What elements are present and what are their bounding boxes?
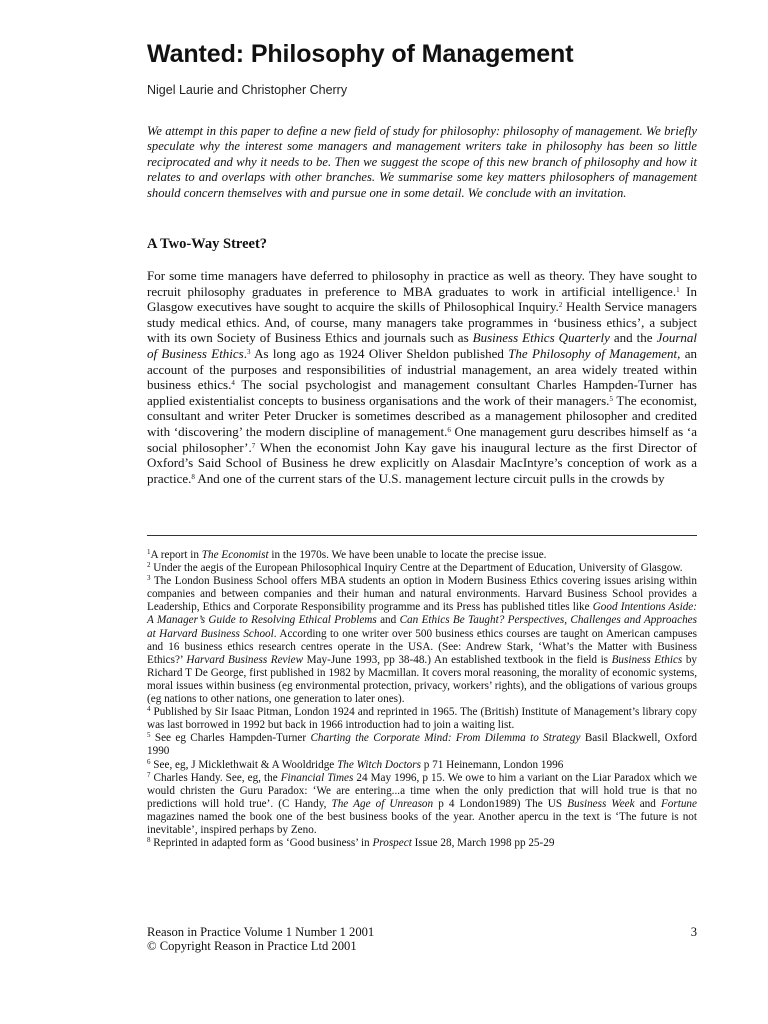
text-run: in the 1970s. We have been unable to locate the precise issue. (268, 549, 547, 561)
footnote-3 (147, 575, 697, 706)
text-run: p 4 London1989) The US (433, 797, 568, 810)
text-run: Issue 28, March 1998 pp 25-29 (411, 837, 555, 850)
text-run: As long ago as 1924 Oliver Sheldon published (250, 345, 509, 361)
footnote-4 (147, 706, 697, 732)
text-run: Published by Sir Isaac Pitman, London 1924 and reprinted in 1965. The (British) Institute of Management’s library copy was last borrowed in 1992 but back in 1966 introduction had to join a waiting list. (147, 706, 697, 732)
italic-text: Harvard Business Review (186, 653, 304, 666)
text-run: by Richard T De George, first published in 1982 by Macmillan. It covers moral reasoning, the morality of economic systems, moral issues within business (eg environmental protection, privacy, workers’ rights), and the obligations of various groups (eg nations to other nations, one generation to later ones). (147, 653, 697, 706)
text-run: One management guru describes himself as ‘a social philosopher’. (147, 423, 697, 455)
footnote-marker: 3 (247, 347, 251, 356)
footnote-marker: 7 (251, 441, 256, 450)
italic-text: The Witch Doctors (337, 758, 421, 771)
italic-text: Financial Times (280, 771, 354, 784)
footnote-marker: 1 (147, 548, 151, 556)
footnote-marker: 3 (147, 574, 151, 583)
text-run: The social psychologist and management consultant Charles Hampden-Turner has applied existentialist concepts to business organisations and the work of their managers. (147, 377, 697, 408)
text-run: Basil Blackwell, Oxford 1990 (147, 732, 697, 758)
italic-text: Prospect (372, 837, 412, 850)
italic-text: Charting the Corporate Mind: From Dilemma to Strategy (310, 732, 581, 745)
italic-text: Can Ethics Be Taught? Perspectives, Challenges and Approaches at Harvard Business School (147, 614, 697, 640)
footnotes (147, 549, 697, 850)
italic-text: Good Intentions Aside: A Manager’s Guide to Resolving Ethical Problems (147, 601, 697, 627)
text-run: Under the aegis of the European Philosophical Inquiry Centre at the Department of Education, University of Glasgow. (150, 562, 683, 575)
text-run: Health Service managers study medical ethics. And, of course, many managers take programmes in ‘business ethics’, a subject with its own Society of Business Ethics and journals such as (147, 299, 697, 346)
abstract: We attempt in this paper to define a new field of study for philosophy: philosophy of management. We briefly speculate why the interest some managers and management writers take in philosophy has been so little reciprocated and why it needs to be. Then we suggest the scope of this new branch of philosophy and how it relates to and overlaps with other branches. We summarise some key matters philosophers of management should concern themselves with and pursue one in some detail. We conclude with an invitation. (147, 124, 697, 200)
text-run: The London Business School offers MBA students an option in Modern Business Ethics covering issues arising within companies and between companies and their human and natural environments. Harvard Business School provides a Leadership, Ethics and Corporate Responsibility programme and its Press has published titles like (147, 575, 697, 614)
footnote-marker: 2 (147, 561, 151, 570)
text-run: When the economist John Kay gave his inaugural lecture as the first Director of Oxford’s Said School of Business he drew explicitly on Alasdair MacIntyre’s conception of work as a practice. (147, 439, 697, 486)
text-run: . (243, 345, 247, 361)
text-run: In Glasgow executives have sought to acquire the skills of Philosophical Inquiry. (147, 283, 697, 315)
footnote-marker: 5 (147, 731, 151, 740)
text-run: See eg Charles Hampden-Turner (150, 732, 311, 745)
footer-journal: Reason in Practice Volume 1 Number 1 2001 (147, 925, 375, 939)
footer-copyright: © Copyright Reason in Practice Ltd 2001 (147, 939, 357, 953)
italic-text: The Philosophy of Management (508, 345, 678, 361)
footnote-marker: 6 (147, 757, 151, 766)
footnote-marker: 7 (147, 770, 151, 779)
paper-title: Wanted: Philosophy of Management (147, 40, 574, 68)
page-footer (147, 925, 697, 953)
footnote-8 (147, 837, 697, 850)
footnote-6 (147, 759, 697, 772)
text-run: 24 May 1996, p 15. We owe to him a variant on the Liar Paradox which we would christen the Guru Paradox: ‘We are entering...a time when the only prediction that will hold true is that no predictions will hold true’. (C Handy, (147, 771, 697, 810)
italic-text: Business Ethics Quarterly (472, 330, 610, 346)
footnote-marker: 8 (147, 836, 151, 845)
footnote-7 (147, 772, 697, 837)
text-run: Reprinted in adapted form as ‘Good business’ in (150, 837, 373, 850)
italic-text: The Age of Unreason (331, 797, 434, 810)
footnote-marker: 1 (676, 285, 680, 294)
text-run: and (634, 797, 661, 810)
text-run: magazines named the book one of the best business books of the year. Another apercu in the text is ‘The future is not inevitable’, inspired perhaps by Zeno. (147, 810, 697, 836)
body-paragraph (147, 268, 697, 486)
footnote-marker: 6 (447, 425, 451, 434)
footnote-marker: 4 (147, 705, 151, 714)
text-run: and (376, 614, 400, 627)
text-run: . According to one writer over 500 business ethics courses are taught on American campuses and 16 business ethics research centres operate in the USA. (See: Andrew Stark, ‘What’s the Matter with Business Ethics?’ (147, 627, 697, 666)
text-run: p 71 Heinemann, London 1996 (420, 758, 564, 771)
footnote-marker: 4 (231, 379, 235, 388)
text-run: May-June 1993, pp 38-48.) An established textbook in the field is (303, 653, 612, 666)
text-run: See, eg, J Micklethwait & A Wooldridge (150, 758, 338, 771)
italic-text: The Economist (201, 549, 269, 561)
page-number: 3 (690, 925, 697, 939)
italic-text: Business Week (567, 797, 635, 810)
text-run: , an account of the purposes and responsibilities of industrial management, an area widely treated within business ethics. (147, 345, 697, 393)
footnote-divider (147, 535, 697, 536)
italic-text: Fortune (660, 797, 697, 810)
footnote-marker: 5 (609, 394, 613, 403)
paper-authors: Nigel Laurie and Christopher Cherry (147, 83, 348, 97)
text-run: For some time managers have deferred to philosophy in practice as well as theory. They have sought to recruit philosophy graduates in preference to MBA graduates to work in artificial intelligence. (147, 268, 697, 299)
italic-text: Business Ethics (611, 653, 683, 666)
text-run: Charles Handy. See, eg, the (150, 771, 281, 784)
section-heading: A Two-Way Street? (147, 236, 268, 252)
text-run: And one of the current stars of the U.S. management lecture circuit pulls in the crowds by (194, 470, 665, 486)
text-run: and the (609, 330, 657, 346)
footnote-marker: 8 (191, 472, 195, 481)
footnote-marker: 2 (558, 301, 563, 310)
footnote-1 (147, 549, 697, 562)
text-run: The economist, consultant and writer Peter Drucker is sometimes described as a management philosopher and credited with ‘discovering’ the modern discipline of management. (147, 392, 697, 439)
text-run: A report in (150, 549, 202, 561)
italic-text: Journal of Business Ethics (147, 330, 698, 361)
footnote-5 (147, 732, 697, 758)
footnote-2 (147, 562, 697, 575)
